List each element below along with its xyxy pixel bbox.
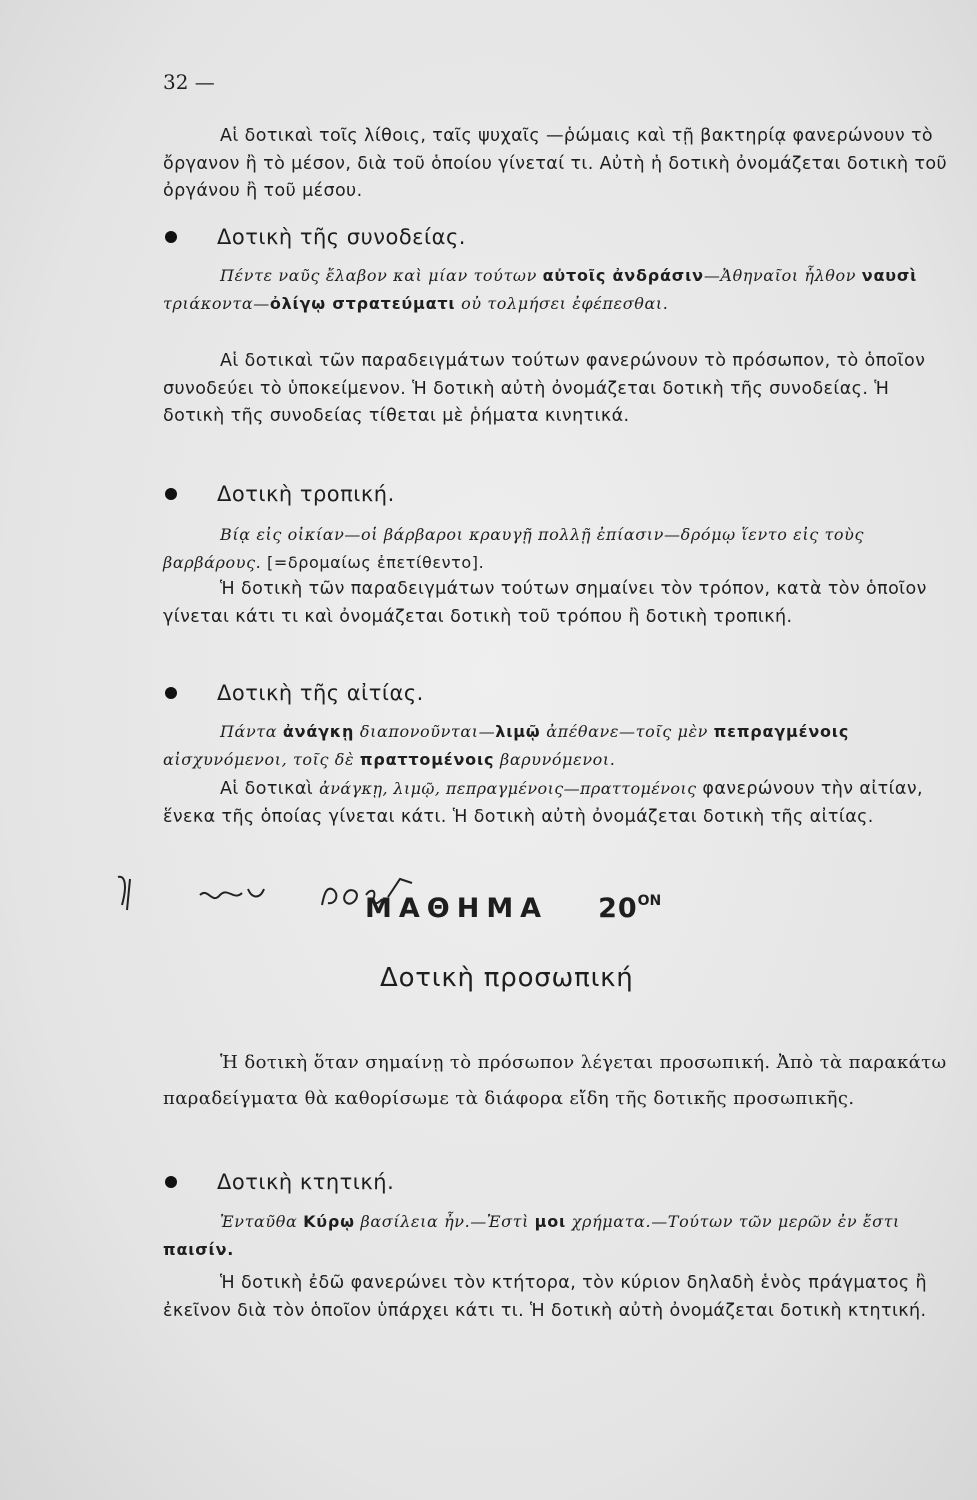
heading-manner: Δοτικὴ τροπική. (165, 479, 395, 509)
bullet-icon (165, 1176, 177, 1188)
bullet-icon (165, 488, 177, 500)
paragraph-accompaniment: Αἱ δοτικαὶ τῶν παραδειγμάτων τούτων φανερώνουν τὸ πρόσωπον, τὸ ὁποῖον συνοδεύει τὸ ὑποκείμενον. Ἡ δοτικὴ αὐτὴ ὀνομάζεται δοτικὴ τῆς συνοδείας. Ἡ δοτικὴ τῆς συνοδείας τίθεται μὲ ῥήματα κινητικά. (163, 351, 926, 426)
lesson-subtitle: Δοτικὴ προσωπική (380, 963, 634, 993)
example-cause: Πάντα ἀνάγκῃ διαπονοῦνται—λιμῷ ἀπέθανε—τοῖς μὲν πεπραγμένοις αἰσχυνόμενοι, τοῖς δὲ πραττομένοις βαρυνόμενοι. (163, 722, 850, 769)
paragraph-cause: Αἱ δοτικαὶ ἀνάγκῃ, λιμῷ, πεπραγμένοις—πραττομένοις φανερώνουν τὴν αἰτίαν, ἕνεκα τῆς ὁποίας γίνεται κάτι. Ἡ δοτικὴ αὐτὴ ὀνομάζεται δοτικὴ τῆς αἰτίας. (163, 779, 923, 827)
example-manner: Βίᾳ εἰς οἰκίαν—οἱ βάρβαροι κραυγῇ πολλῇ ἐπίασιν—δρόμῳ ἵεντο εἰς τοὺς βαρβάρους. [=δρομαίως ἐπετίθεντο]. (163, 525, 865, 572)
heading-possessive: Δοτικὴ κτητική. (165, 1167, 394, 1197)
bullet-icon (165, 231, 177, 243)
lesson-title: ΜΑΘΗΜΑ $20^{ON}$ (365, 893, 662, 924)
paragraph-personal: Ἡ δοτικὴ ὅταν σημαίνῃ τὸ πρόσωπον λέγεται προσωπική. Ἀπὸ τὰ παρακάτω παραδείγματα θὰ καθορίσωμε τὰ διάφορα εἴδη τῆς δοτικῆς προσωπικῆς. (163, 1052, 947, 1109)
heading-accompaniment: Δοτικὴ τῆς συνοδείας. (165, 222, 466, 252)
example-accompaniment: Πέντε ναῦς ἔλαβον καὶ μίαν τούτων αὐτοῖς ἀνδράσιν—Ἀθηναῖοι ἦλθον ναυσὶ τριάκοντα—ὀλίγῳ στρατεύματι οὐ τολμήσει ἐφέπεσθαι. (163, 266, 918, 313)
heading-cause: Δοτικὴ τῆς αἰτίας. (165, 678, 424, 708)
page-number: 32 — (163, 70, 215, 94)
bullet-icon (165, 687, 177, 699)
example-possessive: Ἐνταῦθα Κύρῳ βασίλεια ἦν.—Ἐστὶ μοι χρήματα.—Τούτων τῶν μερῶν ἐν ἔστι παισίν. (163, 1212, 900, 1259)
paragraph-instrument: Αἱ δοτικαὶ τοῖς λίθοις, ταῖς ψυχαῖς —ῥώμαις καὶ τῇ βακτηρίᾳ φανερώνουν τὸ ὄργανον ἢ τὸ μέσον, διὰ τοῦ ὁποίου γίνεταί τι. Αὐτὴ ἡ δοτικὴ ὀνομάζεται δοτικὴ τοῦ ὀργάνου ἢ τοῦ μέσου. (163, 126, 948, 201)
paragraph-possessive: Ἡ δοτικὴ ἐδῶ φανερώνει τὸν κτήτορα, τὸν κύριον δηλαδὴ ἑνὸς πράγματος ἢ ἐκεῖνον διὰ τὸν ὁποῖον ὑπάρχει κάτι τι. Ἡ δοτικὴ αὐτὴ ὀνομάζεται δοτικὴ κτητική. (163, 1273, 928, 1321)
paragraph-manner: Ἡ δοτικὴ τῶν παραδειγμάτων τούτων σημαίνει τὸν τρόπον, κατὰ τὸν ὁποῖον γίνεται κάτι τι καὶ ὀνομάζεται δοτικὴ τοῦ τρόπου ἢ δοτικὴ τροπική. (163, 579, 927, 627)
